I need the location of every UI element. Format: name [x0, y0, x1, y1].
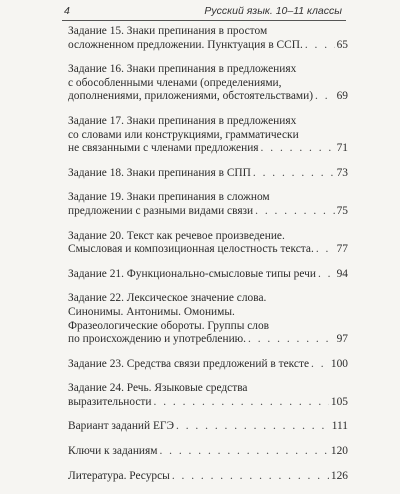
toc-entry	[68, 230, 348, 257]
toc-page-number: 71	[336, 142, 348, 155]
toc-entry	[68, 470, 348, 484]
toc-entry-line: предложении с разными видами связи	[68, 204, 254, 217]
toc-entry-line: Задание 23. Средства связи предложений в тексте	[68, 357, 310, 370]
toc-entry-line: Фразеологические обороты. Группы слов	[68, 319, 270, 332]
toc-entry	[68, 167, 348, 181]
toc-entry-line: Задание 18. Знаки препинания в СПП	[68, 166, 251, 179]
toc-entry-row	[68, 90, 348, 104]
toc-entry-line: Задание 16. Знаки препинания в предложениях	[68, 63, 297, 76]
toc-page-number: 73	[336, 166, 348, 179]
toc-entry-line: с обособленными членами (определениями,	[68, 76, 282, 89]
toc-entry	[68, 358, 348, 372]
toc-entry	[68, 63, 348, 104]
running-title: Русский язык. 10–11 классы	[204, 5, 342, 17]
dot-leader	[253, 167, 335, 181]
toc-entry-row	[68, 39, 348, 53]
dot-leader	[311, 358, 329, 372]
toc-page-number: 69	[336, 90, 348, 103]
toc-entry-row	[68, 396, 348, 410]
dot-leader	[315, 90, 335, 104]
toc-entry-line: осложненном предложении. Пунктуация в ССП.	[68, 38, 303, 51]
toc-entry-line: Синонимы. Антонимы. Омонимы.	[68, 305, 235, 318]
toc-page-number: 120	[330, 445, 348, 458]
toc-entry-row	[68, 358, 348, 372]
toc-entry-line: Задание 22. Лексическое значение слова.	[68, 292, 267, 305]
toc-entry	[68, 420, 348, 434]
dot-leader	[255, 205, 334, 219]
table-of-contents	[68, 25, 348, 494]
toc-entry-line: Вариант заданий ЕГЭ	[68, 420, 175, 433]
toc-entry-line: дополнениями, приложениями, обстоятельствами)	[68, 90, 314, 103]
toc-entry	[68, 268, 348, 282]
toc-page-number: 75	[336, 204, 348, 217]
toc-page-number: 105	[330, 395, 348, 408]
toc-entry-row	[68, 470, 348, 484]
toc-entry-line: Задание 24. Речь. Языковые средства	[68, 382, 248, 395]
toc-entry-line: Задание 20. Текст как речевое произведение.	[68, 229, 285, 242]
toc-page-number: 94	[336, 267, 348, 280]
toc-page-number: 126	[330, 469, 348, 482]
dot-leader	[159, 445, 328, 459]
page-number: 4	[64, 5, 70, 17]
toc-entry-line: по происхождению и употреблению.	[68, 333, 247, 346]
dot-leader	[248, 333, 335, 347]
toc-entry-line: Смысловая и композиционная целостность текста.	[68, 243, 314, 256]
dot-leader	[316, 243, 335, 257]
toc-entry-row	[68, 333, 348, 347]
toc-entry-row	[68, 243, 348, 257]
toc-page-number: 111	[331, 420, 348, 433]
toc-entry-line: Задание 21. Функционально-смысловые типы речи	[68, 267, 316, 280]
toc-entry-row	[68, 142, 348, 156]
toc-entry-row	[68, 420, 348, 434]
toc-entry-line: Литература. Ресурсы	[68, 469, 170, 482]
header-rule	[62, 20, 346, 21]
toc-page-number: 100	[330, 357, 348, 370]
toc-entry	[68, 382, 348, 409]
dot-leader	[154, 396, 329, 410]
toc-entry	[68, 115, 348, 156]
toc-entry-line: Ключи к заданиям	[68, 445, 158, 458]
toc-entry-line: со словами или конструкциями, грамматически	[68, 128, 299, 141]
page-header	[64, 2, 342, 20]
dot-leader	[261, 142, 335, 156]
toc-entry	[68, 292, 348, 346]
toc-entry	[68, 445, 348, 459]
toc-entry-row	[68, 445, 348, 459]
toc-entry	[68, 191, 348, 218]
toc-entry-line: Задание 19. Знаки препинания в сложном	[68, 191, 270, 204]
dot-leader	[305, 39, 335, 53]
toc-page-number: 77	[336, 243, 348, 256]
toc-entry-row	[68, 268, 348, 282]
toc-entry-line: Задание 15. Знаки препинания в простом	[68, 25, 268, 37]
toc-page-number: 97	[336, 333, 348, 346]
toc-entry-row	[68, 167, 348, 181]
dot-leader	[318, 268, 335, 282]
toc-page-number: 65	[336, 38, 348, 51]
toc-entry	[68, 25, 348, 52]
toc-entry-line: не связанными с членами предложения	[68, 142, 259, 155]
toc-entry-line: Задание 17. Знаки препинания в предложениях	[68, 114, 297, 127]
toc-entry-row	[68, 205, 348, 219]
dot-leader	[176, 420, 330, 434]
toc-entry-line: выразительности	[68, 395, 152, 408]
dot-leader	[172, 470, 329, 484]
